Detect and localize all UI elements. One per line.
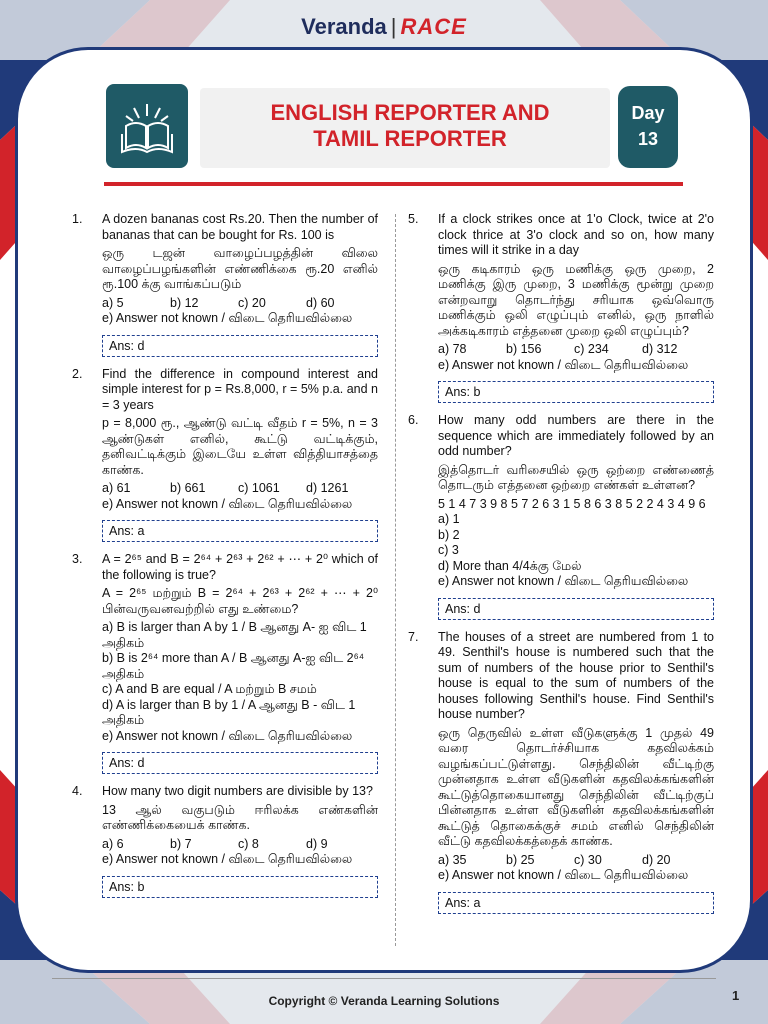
right-column bbox=[408, 212, 714, 924]
answer-box: Ans: b bbox=[438, 381, 714, 403]
answer-box: Ans: b bbox=[102, 876, 378, 898]
question-5: 5. If a clock strikes once at 1'o Clock, twice at 2'o clock thrice at 3'o clock and so on, how many times will it strike in a day ஒரு கடிகாரம் ஒரு மணிக்கு ஒரு முறை, 2 மணிக்கு இரு முறை, 3 மணிக்கு மூன்று முறை என்றவாறு தொடர்ந்து சரியாக ஒவ்வொரு மணிக்கும் ஒலி எழுப்பும் எனில், ஒரு நாளில் அக்கடிகாரம் எத்தனை முறை ஒலி எழுப்பும்? a) 78 b) 156 c) 234 d) 312 e) Answer not known / விடை தெரியவில்லை Ans: b bbox=[408, 212, 714, 403]
options: a) 35 b) 25 c) 30 d) 20 bbox=[438, 852, 671, 867]
left-column bbox=[72, 212, 378, 908]
page-title: ENGLISH REPORTER AND TAMIL REPORTER bbox=[270, 100, 550, 151]
question-4: 4. How many two digit numbers are divisible by 13? 13 ஆல் வகுபடும் ஈரிலக்க எண்களின் எண்ணிக்கையைக் காண்க. a) 6 b) 7 c) 8 d) 9 e) Answer not known / விடை தெரியவில்லை Ans: b bbox=[72, 784, 378, 898]
question-6: 6. How many odd numbers are there in the sequence which are immediately followed by an odd number? இத்தொடர் வரிசையில் ஒரு ஒற்றை எண்ணைத் தொடரும் எத்தனை ஒற்றை எண்கள் உள்ளன? 5 1 4 7 3 9 8 5 7 2 6 3 1 5 8 6 3 8 5 2 2 4 3 4 9 6 a) 1 b) 2 c) 3 d) More than 4/4க்கு மேல் e) Answer not known / விடை தெரியவில்லை Ans: d bbox=[408, 413, 714, 620]
question-2: 2. Find the difference in compound interest and simple interest for p = Rs.8,000, r = 5% p.a. and n = 3 years p = 8,000 ரூ., ஆண்டு வட்டி வீதம் r = 5%, n = 3 ஆண்டுகள் எனில், கூட்டு வட்டிக்கும், தனிவட்டிக்கும் இடையே உள்ள வித்தியாசத்தை காண்க. a) 61 b) 661 c) 1061 d) 1261 e) Answer not known / விடை தெரியவில்லை Ans: a bbox=[72, 367, 378, 543]
copyright-text: Copyright © Veranda Learning Solutions bbox=[268, 994, 500, 1008]
page-number: 1 bbox=[732, 988, 740, 1003]
options: a) 78 b) 156 c) 234 d) 312 bbox=[438, 342, 678, 356]
options: a) 6 b) 7 c) 8 d) 9 bbox=[102, 836, 328, 851]
answer-box: Ans: d bbox=[102, 752, 378, 774]
footer-divider bbox=[52, 978, 716, 979]
brand-logo: Veranda | RACE bbox=[301, 14, 467, 39]
column-divider bbox=[395, 214, 397, 946]
options: a) 5 b) 12 c) 20 d) 60 bbox=[102, 295, 335, 310]
answer-box: Ans: a bbox=[102, 520, 378, 542]
day-badge: Day 13 bbox=[618, 86, 678, 168]
title-divider bbox=[104, 182, 683, 186]
question-1: 1. A dozen bananas cost Rs.20. Then the number of bananas that can be bought for Rs. 100 is ஒரு டஜன் வாழைப்பழத்தின் விலை வாழைப்பழங்களின் எண்ணிக்கை ரூ.20 எனில் ரூ.100 க்கு வாங்கப்படும் a) 5 b) 12 c) 20 d) 60 e) Answer not known / விடை தெரியவில்லை Ans: d bbox=[72, 212, 378, 357]
book-icon bbox=[106, 84, 188, 168]
answer-box: Ans: d bbox=[102, 335, 378, 357]
question-7: 7. The houses of a street are numbered from 1 to 49. Senthil's house is numbered such that the sum of numbers of the house prior to Senthil's house is equal to the sum of numbers of the houses following Senthil's house. Find Senthil's house number? ஒரு தெருவில் உள்ள வீடுகளுக்கு 1 முதல் 49 வரை தொடர்ச்சியாக கதவிலக்கம் வழங்கப்பட்டுள்ளது. செந்திலின் வீட்டிற்கு முன்னதாக உள்ள வீடுகளின் கதவிலக்கங்களின் கூட்டுத்தொகையானது செந்திலின் வீட்டிற்குப் பின்னதாக உள்ள வீடுகளின் கதவிலக்கங்களின் கூட்டுத் தொகைக்குச் சமம் எனில் செந்திலின் வீட்டு கதவிலக்கத்தைக் காண்க. a) 35 b) 25 c) 30 d) 20 e) Answer not known / விடை தெரியவில்லை Ans: a bbox=[408, 630, 714, 914]
question-3: 3. A = 2⁶⁵ and B = 2⁶⁴ + 2⁶³ + 2⁶² + ⋯ + 2⁰ which of the following is true? A = 2⁶⁵ மற்றும் B = 2⁶⁴ + 2⁶³ + 2⁶² + ⋯ + 2⁰ பின்வருவனவற்றில் எது உண்மை? a) B is larger than A by 1 / B ஆனது A- ஐ விட 1 அதிகம் b) B is 2⁶⁴ more than A / B ஆனது A-ஐ விட 2⁶⁴ அதிகம் c) A and B are equal / A மற்றும் B சமம் d) A is larger than B by 1 / A ஆனது B - விட 1 அதிகம் e) Answer not known / விடை தெரியவில்லை Ans: d bbox=[72, 552, 378, 774]
answer-box: Ans: a bbox=[438, 892, 714, 914]
answer-box: Ans: d bbox=[438, 598, 714, 620]
options: a) 61 b) 661 c) 1061 d) 1261 bbox=[102, 481, 349, 495]
